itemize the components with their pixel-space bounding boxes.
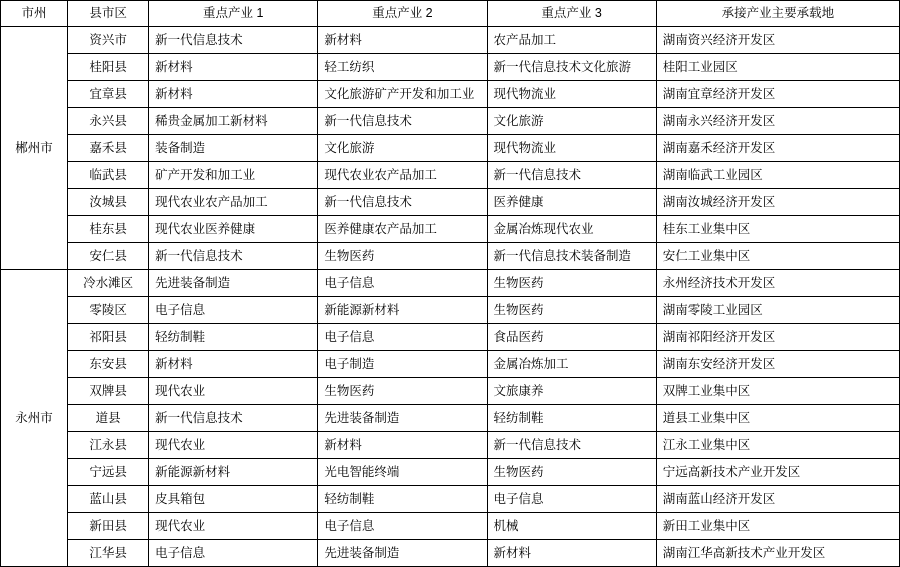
header-carrier: 承接产业主要承载地 xyxy=(656,1,899,27)
cell-county: 江永县 xyxy=(68,432,149,459)
cell-county: 桂东县 xyxy=(68,216,149,243)
cell-industry-2: 新一代信息技术 xyxy=(318,108,487,135)
cell-carrier: 桂阳工业园区 xyxy=(656,54,899,81)
cell-industry-1: 轻纺制鞋 xyxy=(149,324,318,351)
cell-carrier: 湖南汝城经济开发区 xyxy=(656,189,899,216)
table-row xyxy=(1,81,900,108)
cell-county: 冷水滩区 xyxy=(68,270,149,297)
cell-county: 嘉禾县 xyxy=(68,135,149,162)
header-county: 县市区 xyxy=(68,1,149,27)
cell-carrier: 湖南祁阳经济开发区 xyxy=(656,324,899,351)
cell-county: 汝城县 xyxy=(68,189,149,216)
cell-industry-3: 生物医药 xyxy=(487,297,656,324)
table-row xyxy=(1,378,900,405)
cell-industry-1: 新能源新材料 xyxy=(149,459,318,486)
cell-city: 永州市 xyxy=(1,270,68,567)
cell-carrier: 江永工业集中区 xyxy=(656,432,899,459)
table-row xyxy=(1,513,900,540)
table-row xyxy=(1,405,900,432)
cell-industry-1: 现代农业 xyxy=(149,378,318,405)
cell-carrier: 湖南东安经济开发区 xyxy=(656,351,899,378)
cell-industry-2: 先进装备制造 xyxy=(318,405,487,432)
table-row xyxy=(1,486,900,513)
table-row xyxy=(1,351,900,378)
cell-industry-3: 生物医药 xyxy=(487,459,656,486)
cell-industry-1: 稀贵金属加工新材料 xyxy=(149,108,318,135)
cell-county: 东安县 xyxy=(68,351,149,378)
table-row xyxy=(1,540,900,567)
cell-city: 郴州市 xyxy=(1,27,68,270)
cell-carrier: 永州经济技术开发区 xyxy=(656,270,899,297)
cell-industry-1: 现代农业 xyxy=(149,513,318,540)
cell-industry-3: 新一代信息技术装备制造 xyxy=(487,243,656,270)
cell-industry-1: 现代农业农产品加工 xyxy=(149,189,318,216)
cell-industry-1: 电子信息 xyxy=(149,297,318,324)
cell-industry-3: 轻纺制鞋 xyxy=(487,405,656,432)
cell-industry-2: 先进装备制造 xyxy=(318,540,487,567)
cell-industry-1: 电子信息 xyxy=(149,540,318,567)
table-row xyxy=(1,162,900,189)
table-row xyxy=(1,297,900,324)
table-row xyxy=(1,432,900,459)
cell-carrier: 双牌工业集中区 xyxy=(656,378,899,405)
header-industry-2: 重点产业 2 xyxy=(318,1,487,27)
cell-county: 资兴市 xyxy=(68,27,149,54)
cell-industry-3: 文旅康养 xyxy=(487,378,656,405)
header-industry-1: 重点产业 1 xyxy=(149,1,318,27)
cell-industry-2: 电子信息 xyxy=(318,270,487,297)
cell-carrier: 湖南资兴经济开发区 xyxy=(656,27,899,54)
table-row xyxy=(1,216,900,243)
cell-carrier: 湖南江华高新技术产业开发区 xyxy=(656,540,899,567)
cell-county: 桂阳县 xyxy=(68,54,149,81)
cell-industry-3: 文化旅游 xyxy=(487,108,656,135)
cell-industry-1: 皮具箱包 xyxy=(149,486,318,513)
cell-industry-2: 新材料 xyxy=(318,27,487,54)
cell-county: 新田县 xyxy=(68,513,149,540)
cell-industry-3: 电子信息 xyxy=(487,486,656,513)
cell-industry-1: 装备制造 xyxy=(149,135,318,162)
cell-industry-3: 新一代信息技术文化旅游 xyxy=(487,54,656,81)
cell-industry-2: 新材料 xyxy=(318,432,487,459)
cell-industry-3: 新一代信息技术 xyxy=(487,432,656,459)
cell-carrier: 湖南宜章经济开发区 xyxy=(656,81,899,108)
cell-industry-2: 文化旅游 xyxy=(318,135,487,162)
table-body xyxy=(1,27,900,567)
cell-county: 临武县 xyxy=(68,162,149,189)
cell-industry-2: 医养健康农产品加工 xyxy=(318,216,487,243)
cell-carrier: 湖南零陵工业园区 xyxy=(656,297,899,324)
cell-industry-1: 新材料 xyxy=(149,351,318,378)
cell-industry-3: 医养健康 xyxy=(487,189,656,216)
cell-industry-3: 新材料 xyxy=(487,540,656,567)
cell-industry-3: 现代物流业 xyxy=(487,81,656,108)
cell-industry-2: 生物医药 xyxy=(318,243,487,270)
cell-industry-1: 现代农业医养健康 xyxy=(149,216,318,243)
table-row xyxy=(1,27,900,54)
cell-industry-2: 生物医药 xyxy=(318,378,487,405)
cell-carrier: 新田工业集中区 xyxy=(656,513,899,540)
cell-industry-3: 金属冶炼现代农业 xyxy=(487,216,656,243)
cell-industry-1: 新一代信息技术 xyxy=(149,405,318,432)
cell-industry-2: 光电智能终端 xyxy=(318,459,487,486)
cell-county: 祁阳县 xyxy=(68,324,149,351)
table-row xyxy=(1,189,900,216)
header-industry-3: 重点产业 3 xyxy=(487,1,656,27)
cell-carrier: 湖南蓝山经济开发区 xyxy=(656,486,899,513)
cell-county: 蓝山县 xyxy=(68,486,149,513)
cell-industry-1: 新材料 xyxy=(149,81,318,108)
cell-county: 江华县 xyxy=(68,540,149,567)
cell-industry-2: 新一代信息技术 xyxy=(318,189,487,216)
cell-industry-3: 新一代信息技术 xyxy=(487,162,656,189)
cell-industry-3: 机械 xyxy=(487,513,656,540)
cell-industry-3: 生物医药 xyxy=(487,270,656,297)
cell-industry-2: 电子制造 xyxy=(318,351,487,378)
table-row xyxy=(1,459,900,486)
cell-county: 道县 xyxy=(68,405,149,432)
cell-industry-3: 食品医药 xyxy=(487,324,656,351)
header-row xyxy=(1,1,900,27)
cell-county: 永兴县 xyxy=(68,108,149,135)
cell-industry-2: 轻纺制鞋 xyxy=(318,486,487,513)
cell-carrier: 安仁工业集中区 xyxy=(656,243,899,270)
cell-industry-1: 新一代信息技术 xyxy=(149,243,318,270)
cell-county: 安仁县 xyxy=(68,243,149,270)
cell-industry-3: 农产品加工 xyxy=(487,27,656,54)
cell-industry-2: 电子信息 xyxy=(318,324,487,351)
cell-industry-1: 现代农业 xyxy=(149,432,318,459)
cell-industry-2: 文化旅游矿产开发和加工业 xyxy=(318,81,487,108)
cell-industry-3: 现代物流业 xyxy=(487,135,656,162)
cell-industry-1: 矿产开发和加工业 xyxy=(149,162,318,189)
table-row xyxy=(1,54,900,81)
cell-industry-1: 新一代信息技术 xyxy=(149,27,318,54)
table-row xyxy=(1,324,900,351)
cell-industry-1: 新材料 xyxy=(149,54,318,81)
cell-carrier: 桂东工业集中区 xyxy=(656,216,899,243)
cell-county: 宜章县 xyxy=(68,81,149,108)
cell-industry-2: 新能源新材料 xyxy=(318,297,487,324)
cell-industry-1: 先进装备制造 xyxy=(149,270,318,297)
header-city: 市州 xyxy=(1,1,68,27)
table-row xyxy=(1,135,900,162)
cell-industry-3: 金属冶炼加工 xyxy=(487,351,656,378)
cell-carrier: 宁远高新技术产业开发区 xyxy=(656,459,899,486)
table-row xyxy=(1,243,900,270)
cell-carrier: 湖南永兴经济开发区 xyxy=(656,108,899,135)
cell-industry-2: 电子信息 xyxy=(318,513,487,540)
cell-county: 宁远县 xyxy=(68,459,149,486)
table-header xyxy=(1,1,900,27)
cell-carrier: 湖南临武工业园区 xyxy=(656,162,899,189)
cell-county: 双牌县 xyxy=(68,378,149,405)
cell-carrier: 湖南嘉禾经济开发区 xyxy=(656,135,899,162)
table-row xyxy=(1,108,900,135)
table-row xyxy=(1,270,900,297)
cell-industry-2: 轻工纺织 xyxy=(318,54,487,81)
cell-industry-2: 现代农业农产品加工 xyxy=(318,162,487,189)
cell-county: 零陵区 xyxy=(68,297,149,324)
cell-carrier: 道县工业集中区 xyxy=(656,405,899,432)
